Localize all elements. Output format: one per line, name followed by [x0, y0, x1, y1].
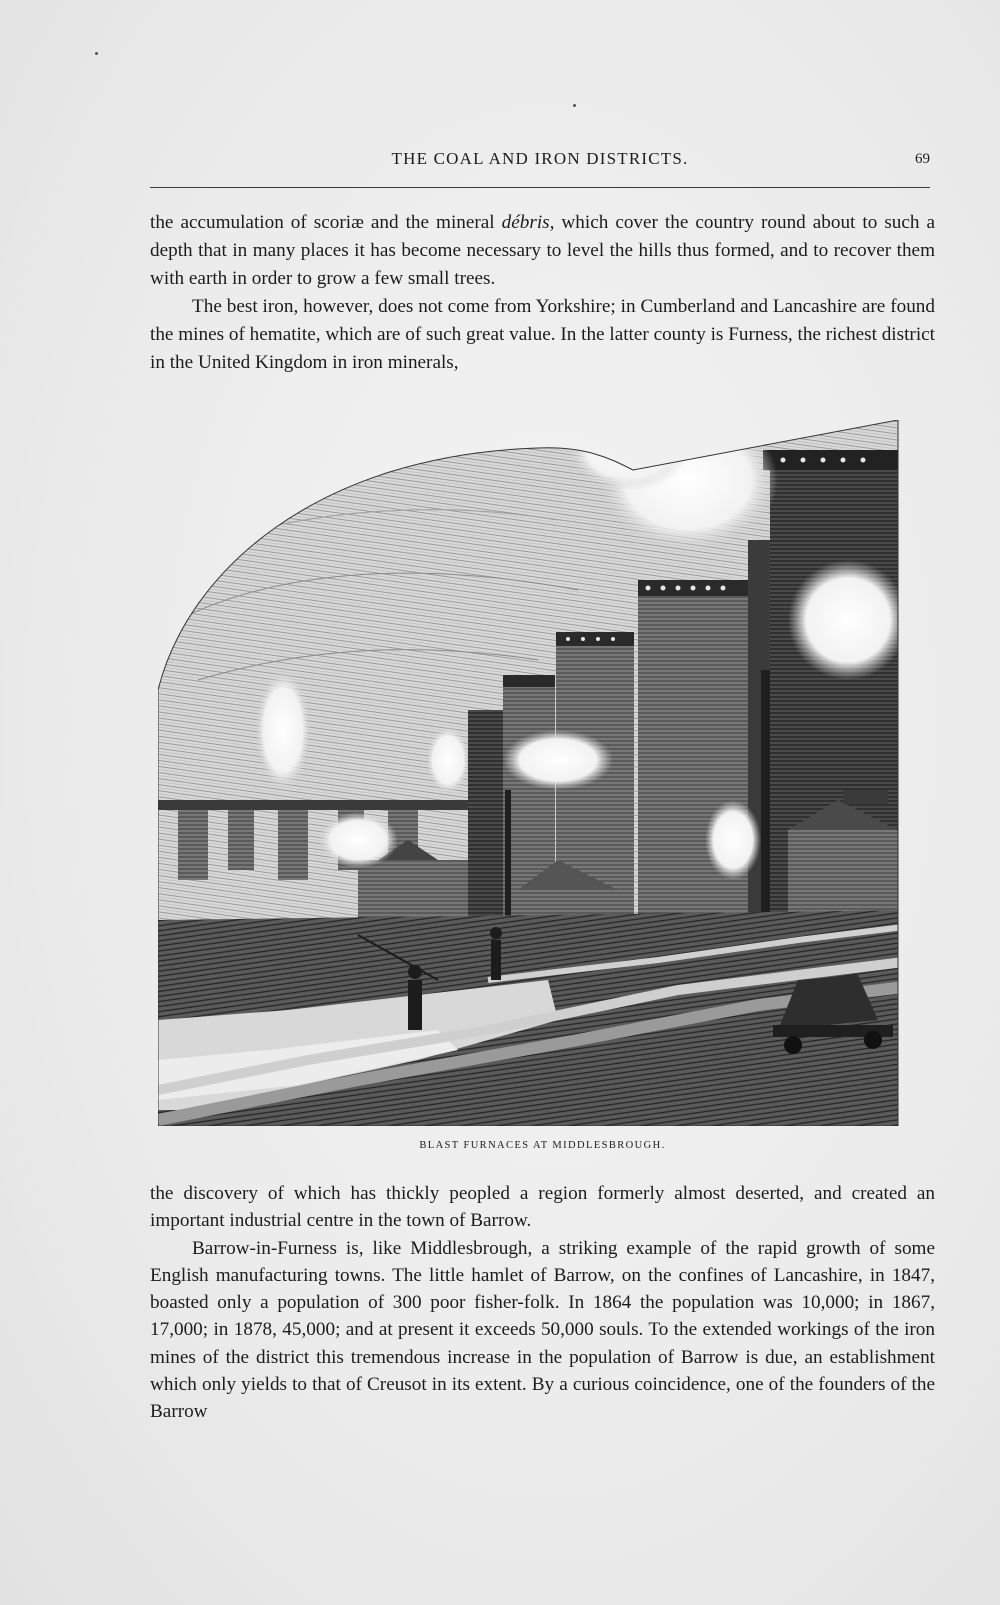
paper-speck: [573, 104, 576, 107]
body-text-bottom: [150, 1180, 935, 1426]
paragraph: The best iron, however, does not come from Yorkshire; in Cumberland and Lancashire are found the mines of hematite, which are of such great value. In the latter county is Furness, the richest district in the United Kingdom in iron minerals,: [150, 296, 935, 373]
italic-term: débris,: [501, 212, 555, 233]
engraving-figure: [158, 420, 920, 1126]
blast-furnaces-engraving: [158, 420, 920, 1126]
running-header: [150, 145, 930, 175]
body-text-top: [150, 209, 935, 377]
page-number: 69: [915, 151, 930, 167]
paper-speck: [95, 52, 98, 55]
running-title: THE COAL AND IRON DISTRICTS.: [391, 149, 689, 168]
paragraph: the accumulation of scoriæ and the mineral débris, which cover the country round about to such a depth that in many places it has become necessary to level the hills thus formed, and to recover them with earth in order to grow a few small trees.: [150, 212, 936, 289]
figure-caption: BLAST FURNACES AT MIDDLESBROUGH.: [419, 1140, 666, 1151]
header-rule: [150, 187, 930, 188]
paragraph: Barrow-in-Furness is, like Middlesbrough, a striking example of the rapid growth of some English manufacturing towns. The little hamlet of Barrow, on the confines of Lancashire, in 1847, boasted only a population of 300 poor fisher-folk. In 1864 the population was 10,000; in 1867, 17,000; in 1878, 45,000; and at present it exceeds 50,000 souls. To the extended workings of the iron mines of the district this tremendous increase in the population of Barrow is due, an establishment which only yields to that of Creusot in its extent. By a curious coincidence, one of the founders of the Barrow: [150, 1237, 935, 1423]
paragraph: the discovery of which has thickly peopled a region formerly almost deserted, and created an important industrial centre in the town of Barrow.: [150, 1183, 935, 1232]
